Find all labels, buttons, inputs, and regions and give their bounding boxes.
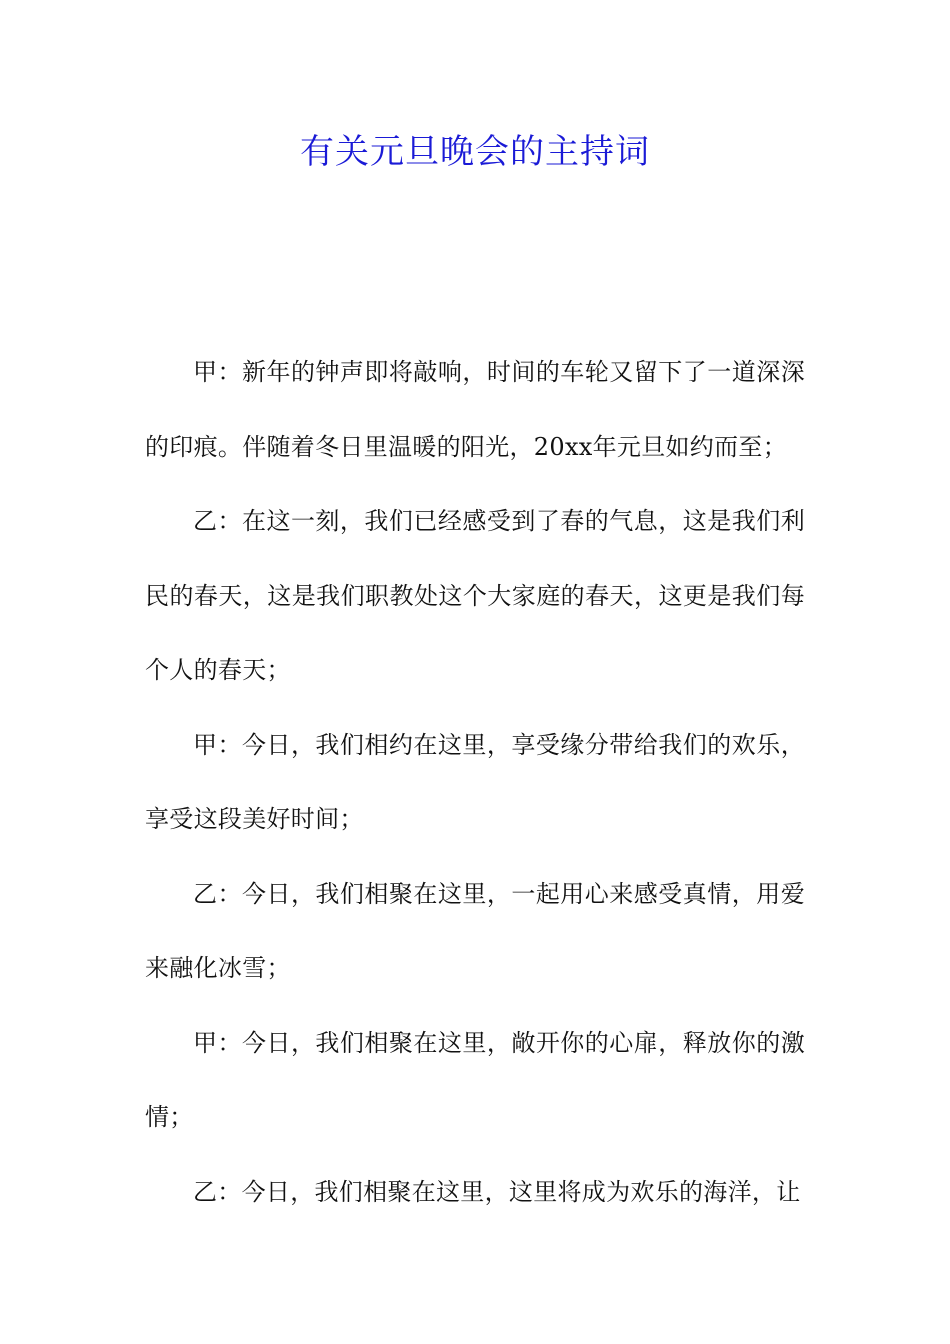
paragraph-5: 甲：今日，我们相聚在这里，敞开你的心扉，释放你的激情； <box>145 1028 805 1131</box>
paragraph-4: 乙：今日，我们相聚在这里，一起用心来感受真情，用爱来融化冰雪； <box>145 879 805 982</box>
document-body <box>145 335 805 1229</box>
paragraph-3: 甲：今日，我们相约在这里，享受缘分带给我们的欢乐，享受这段美好时间； <box>145 730 805 833</box>
paragraph-1: 甲：新年的钟声即将敲响，时间的车轮又留下了一道深深的印痕。伴随着冬日里温暖的阳光，20xx年元旦如约而至； <box>145 358 805 461</box>
paragraph-2: 乙：在这一刻，我们已经感受到了春的气息，这是我们利民的春天，这是我们职教处这个大家庭的春天，这更是我们每个人的春天； <box>145 507 805 684</box>
document-title: 有关元旦晚会的主持词 <box>300 132 650 172</box>
paragraph-6: 乙：今日，我们相聚在这里，这里将成为欢乐的海洋，让 <box>193 1177 801 1206</box>
